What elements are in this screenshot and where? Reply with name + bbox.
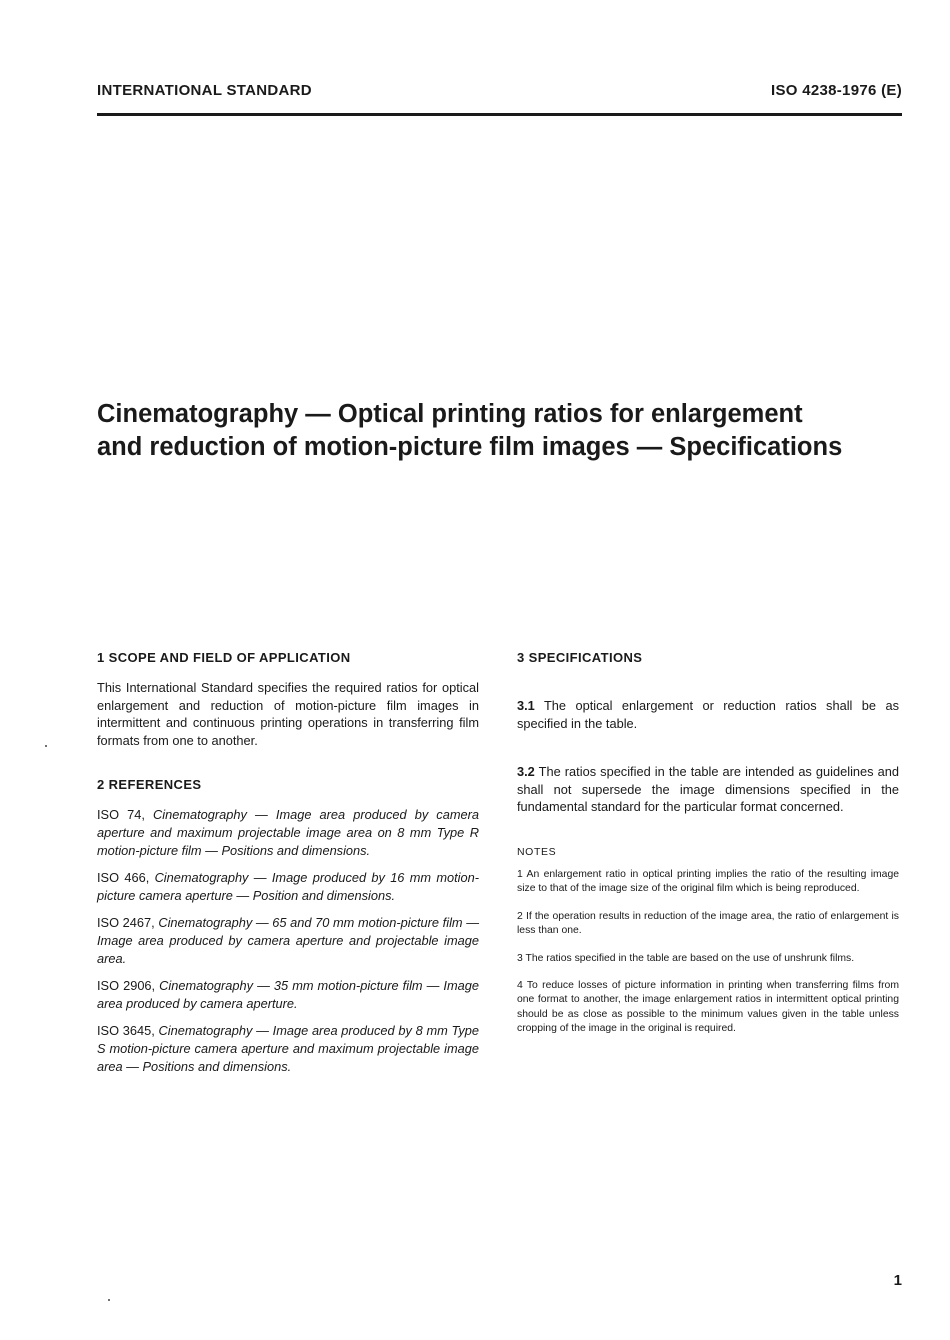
right-column	[517, 650, 899, 1037]
header-rule	[97, 113, 902, 116]
note-item: 2 If the operation results in reduction of the image area, the ratio of enlargement is less than one.	[517, 910, 899, 937]
section-3-heading: 3 SPECIFICATIONS	[517, 650, 643, 665]
page-number: 1	[893, 1272, 902, 1289]
reference-title: Cinematography — Image produced by 16 mm motion-picture camera aperture — Position and dimensions.	[97, 870, 480, 903]
reference-title: Cinematography — 65 and 70 mm motion-picture film — Image area produced by camera aperture and projectable image area.	[97, 915, 479, 966]
scan-speck	[108, 1299, 110, 1301]
reference-code: ISO 3645,	[97, 1023, 159, 1039]
clause-number: 3.1	[517, 698, 535, 713]
section-1-body: This International Standard specifies the required ratios for optical enlargement and reduction of motion-picture film images in intermittent and continuous printing operations in transferring film formats from one to another.	[97, 680, 479, 748]
clause-text: The ratios specified in the table are intended as guidelines and shall not supersede the image dimensions specified in the fundamental standard for the particular format concerned.	[517, 764, 899, 815]
note-item: 3 The ratios specified in the table are based on the use of unshrunk films.	[517, 952, 855, 964]
reference-item	[97, 869, 479, 904]
section-1-heading: 1 SCOPE AND FIELD OF APPLICATION	[97, 650, 351, 665]
reference-code: ISO 466,	[97, 870, 155, 886]
clause-text: The optical enlargement or reduction ratios shall be as specified in the table.	[517, 698, 899, 731]
reference-item	[97, 977, 479, 1012]
title-line-2: and reduction of motion-picture film images — Specifications	[97, 433, 843, 461]
section-2-heading: 2 REFERENCES	[97, 777, 202, 793]
note-item: 4 To reduce losses of picture information in printing when transferring films from one format to another, the image enlargement ratios in intermittent optical printing should be as close as possible to the minimum values given in the table unless cropping of the image in the original is required.	[517, 980, 899, 1035]
reference-code: ISO 74,	[97, 807, 154, 823]
document-title	[97, 398, 917, 464]
left-column	[97, 650, 479, 1075]
title-line-1: Cinematography — Optical printing ratios for enlargement	[97, 400, 803, 428]
clause-3-2	[517, 763, 899, 816]
clause-number: 3.2	[517, 764, 535, 780]
reference-title: Cinematography — 35 mm motion-picture film — Image area produced by camera aperture.	[97, 978, 480, 1011]
header-document-number: ISO 4238-1976 (E)	[770, 82, 902, 99]
header-standard-label: INTERNATIONAL STANDARD	[97, 82, 312, 99]
scan-speck	[45, 745, 47, 747]
clause-3-1	[517, 697, 899, 732]
reference-item	[97, 806, 479, 859]
reference-item	[97, 914, 479, 967]
reference-code: ISO 2906,	[97, 978, 160, 994]
reference-title: Cinematography — Image area produced by 8 mm Type S motion-picture camera aperture and maximum projectable image area — Positions and dimensions.	[97, 1023, 479, 1074]
reference-title: Cinematography — Image area produced by camera aperture and maximum projectable image area on 8 mm Type R motion-picture film — Positions and dimensions.	[97, 807, 479, 858]
reference-code: ISO 2467,	[97, 915, 159, 931]
note-item: 1 An enlargement ratio in optical printing implies the ratio of the resulting image size to that of the image size of the original film which is being reproduced.	[517, 868, 899, 895]
reference-item	[97, 1022, 479, 1075]
notes-heading: NOTES	[517, 845, 557, 858]
